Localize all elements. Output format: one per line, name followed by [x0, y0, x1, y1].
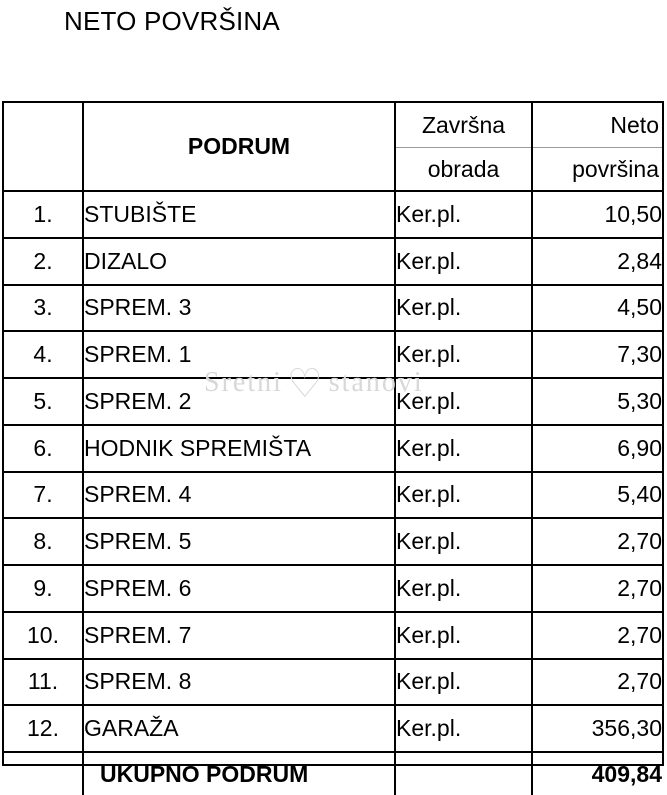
row-number: 10. [4, 612, 83, 659]
header-area-line1: Neto [532, 103, 662, 148]
total-number-cell [4, 752, 83, 795]
table-row [4, 612, 662, 659]
finish-type: Ker.pl. [395, 472, 532, 519]
net-area-value: 5,40 [532, 472, 662, 519]
row-number: 4. [4, 331, 83, 378]
table-row [4, 425, 662, 472]
net-area-value: 2,70 [532, 518, 662, 565]
net-area-value: 5,30 [532, 378, 662, 425]
finish-type: Ker.pl. [395, 425, 532, 472]
header-number-cell [4, 103, 83, 191]
watermark-left-text: Sretni [204, 367, 283, 398]
net-area-value: 6,90 [532, 425, 662, 472]
net-area-value: 2,70 [532, 612, 662, 659]
row-number: 3. [4, 285, 83, 332]
total-finish-cell [395, 752, 532, 795]
finish-type: Ker.pl. [395, 659, 532, 706]
total-row [4, 752, 662, 795]
header-area-line2: površina [572, 155, 659, 182]
section-title: PODRUM [83, 103, 395, 191]
finish-type: Ker.pl. [395, 705, 532, 752]
total-value: 409,84 [532, 752, 662, 795]
room-name: SPREM. 8 [83, 659, 395, 706]
room-name: GARAŽA [83, 705, 395, 752]
table-row [4, 705, 662, 752]
room-name: SPREM. 1 [83, 331, 395, 378]
finish-type: Ker.pl. [395, 612, 532, 659]
table-row [4, 378, 662, 425]
header-finish-line2: obrada [395, 148, 532, 192]
table-row [4, 238, 662, 285]
net-area-value: 2,70 [532, 565, 662, 612]
heart-logo-icon: ♡ [286, 361, 325, 406]
total-label: UKUPNO PODRUM [83, 752, 395, 795]
row-number: 6. [4, 425, 83, 472]
net-area-value: 10,50 [532, 191, 662, 238]
area-table-frame [2, 101, 664, 787]
net-area-value: 7,30 [532, 331, 662, 378]
row-number: 2. [4, 238, 83, 285]
table-header-row [4, 103, 662, 148]
room-name: SPREM. 6 [83, 565, 395, 612]
table-row [4, 518, 662, 565]
net-area-value: 356,30 [532, 705, 662, 752]
row-number: 7. [4, 472, 83, 519]
net-area-value: 2,70 [532, 659, 662, 706]
table-row [4, 565, 662, 612]
finish-type: Ker.pl. [395, 378, 532, 425]
page-title: NETO POVRŠINA [64, 6, 280, 36]
area-table [4, 103, 662, 795]
table-row [4, 191, 662, 238]
room-name: DIZALO [83, 238, 395, 285]
finish-type: Ker.pl. [395, 518, 532, 565]
finish-type: Ker.pl. [395, 331, 532, 378]
room-name: SPREM. 4 [83, 472, 395, 519]
finish-type: Ker.pl. [395, 191, 532, 238]
room-name: SPREM. 2 [83, 378, 395, 425]
row-number: 5. [4, 378, 83, 425]
table-row [4, 285, 662, 332]
net-area-value: 2,84 [532, 238, 662, 285]
row-number: 8. [4, 518, 83, 565]
header-finish-line1: Završna [395, 103, 532, 148]
room-name: HODNIK SPREMIŠTA [83, 425, 395, 472]
finish-type: Ker.pl. [395, 238, 532, 285]
row-number: 12. [4, 705, 83, 752]
finish-type: Ker.pl. [395, 565, 532, 612]
room-name: SPREM. 5 [83, 518, 395, 565]
table-row [4, 659, 662, 706]
row-number: 1. [4, 191, 83, 238]
room-name: SPREM. 3 [83, 285, 395, 332]
finish-type: Ker.pl. [395, 285, 532, 332]
table-row [4, 472, 662, 519]
net-area-value: 4,50 [532, 285, 662, 332]
room-name: SPREM. 7 [83, 612, 395, 659]
table-row [4, 331, 662, 378]
room-name: STUBIŠTE [83, 191, 395, 238]
watermark-right-text: stanovi [328, 367, 424, 398]
row-number: 9. [4, 565, 83, 612]
row-number: 11. [4, 659, 83, 706]
